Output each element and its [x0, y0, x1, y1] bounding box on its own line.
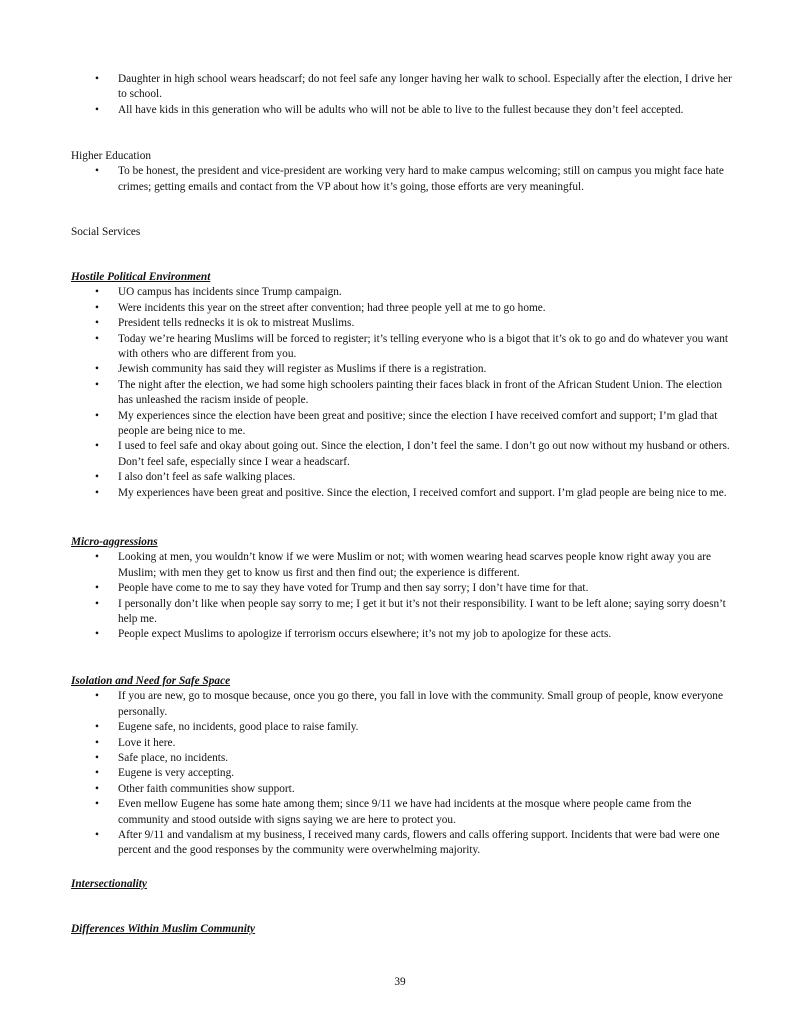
top-bullet-list [71, 72, 736, 118]
list-item: • Eugene is very accepting. [71, 766, 736, 781]
list-item: • My experiences since the election have been great and positive; since the election I have received comfort and support; I’m glad that people are being nice to me. [71, 409, 736, 440]
isolation-heading: Isolation and Need for Safe Space [71, 675, 231, 687]
list-item: • Eugene safe, no incidents, good place to raise family. [71, 720, 736, 735]
list-item: • I personally don’t like when people say sorry to me; I get it but it’s not their responsibility. I want to be left alone; saying sorry doesn’t help me. [71, 597, 736, 628]
intersectionality-section [71, 877, 736, 892]
list-item: • Safe place, no incidents. [71, 751, 736, 766]
intersectionality-heading: Intersectionality [71, 878, 147, 890]
differences-section [71, 922, 736, 937]
isolation-section [71, 674, 736, 859]
list-item: • Jewish community has said they will register as Muslims if there is a registration. [71, 362, 736, 377]
list-item: • If you are new, go to mosque because, once you go there, you fall in love with the community. Small group of people, know everyone personally. [71, 689, 736, 720]
list-item: • People expect Muslims to apologize if terrorism occurs elsewhere; it’s not my job to apologize for these acts. [71, 627, 736, 642]
hostile-section [71, 270, 736, 501]
list-item: • People have come to me to say they have voted for Trump and then say sorry; I don’t have time for that. [71, 581, 736, 596]
higher-education-label: Higher Education [71, 150, 151, 162]
list-item: • My experiences have been great and positive. Since the election, I received comfort and support. I’m glad people are being nice to me. [71, 486, 736, 501]
page-number: 39 [394, 976, 406, 988]
list-item: • President tells rednecks it is ok to mistreat Muslims. [71, 316, 736, 331]
list-item: • Love it here. [71, 736, 736, 751]
list-item: • To be honest, the president and vice-president are working very hard to make campus welcoming; still on campus you might face hate crimes; getting emails and contact from the VP about how it’s going, those efforts are very meaningful. [71, 164, 736, 195]
list-item: • Daughter in high school wears headscarf; do not feel safe any longer having her walk to school. Especially after the election, I drive her to school. [71, 72, 736, 103]
list-item: • I used to feel safe and okay about going out. Since the election, I don’t feel the same. I don’t go out now without my husband or others. Don’t feel safe, especially since I wear a headscarf. [71, 439, 736, 470]
differences-heading: Differences Within Muslim Community [71, 923, 256, 935]
list-item: • After 9/11 and vandalism at my business, I received many cards, flowers and calls offering support. Incidents that were bad were one percent and the good responses by the community were overwhelming majority. [71, 828, 736, 859]
list-item: • Even mellow Eugene has some hate among them; since 9/11 we have had incidents at the mosque where people came from the community and stood outside with signs saying we are here to protect you. [71, 797, 736, 828]
social-services-label: Social Services [71, 226, 141, 238]
micro-aggressions-heading: Micro-aggressions [71, 536, 158, 548]
list-item: • All have kids in this generation who will be adults who will not be able to live to the fullest because they don’t feel accepted. [71, 103, 736, 118]
social-services-section [71, 225, 736, 240]
list-item: • I also don’t feel as safe walking places. [71, 470, 736, 485]
higher-education-section [71, 149, 736, 195]
micro-aggressions-section [71, 535, 736, 643]
list-item: • Other faith communities show support. [71, 782, 736, 797]
hostile-heading: Hostile Political Environment [71, 271, 211, 283]
list-item: • Looking at men, you wouldn’t know if we were Muslim or not; with women wearing head scarves people know right away you are Muslim; with men they get to know us first and then find out; the experience is different. [71, 550, 736, 581]
list-item: • Were incidents this year on the street after convention; had three people yell at me to go home. [71, 301, 736, 316]
list-item: • Today we’re hearing Muslims will be forced to register; it’s telling everyone who is a bigot that it’s ok to go and do whatever you want with others who are different from you. [71, 332, 736, 363]
list-item: • UO campus has incidents since Trump campaign. [71, 285, 736, 300]
list-item: • The night after the election, we had some high schoolers painting their faces black in front of the African Student Union. The election has unleashed the racism inside of people. [71, 378, 736, 409]
